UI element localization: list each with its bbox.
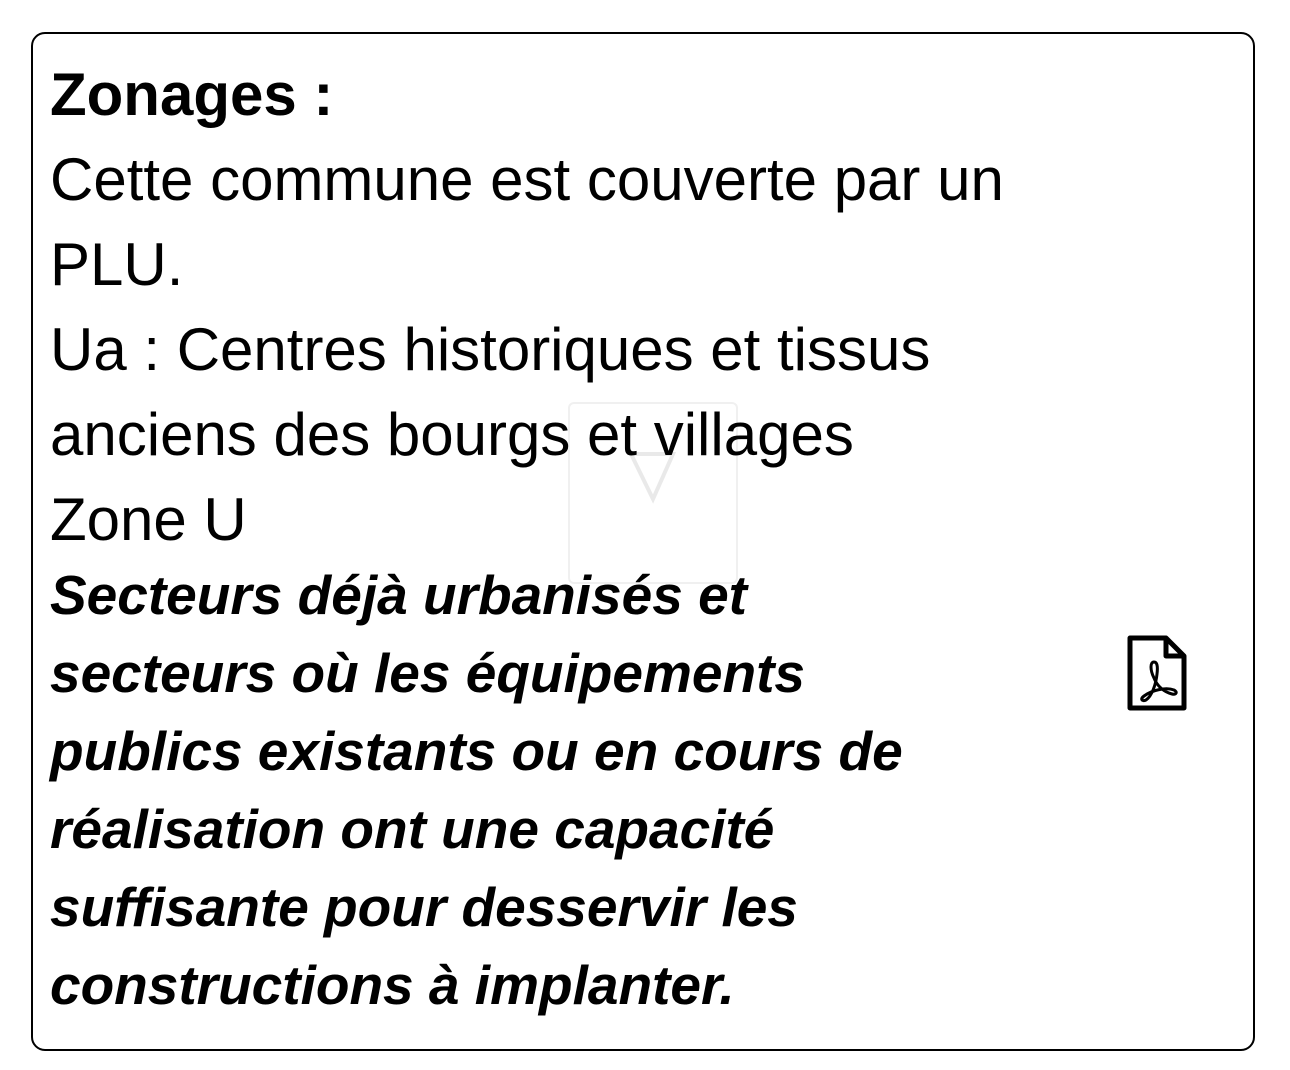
zone-description-line: secteurs où les équipements — [50, 642, 805, 704]
coverage-text: Cette commune est couverte par un — [50, 146, 1004, 213]
zone-description-line: suffisante pour desservir les — [50, 876, 798, 938]
section-title: Zonages : — [50, 61, 334, 128]
zone-code-label-continued: anciens des bourgs et villages — [50, 401, 854, 468]
zone-description-line: Secteurs déjà urbanisés et — [50, 564, 747, 626]
pdf-file-icon[interactable] — [1126, 634, 1188, 712]
zone-type-label: Zone U — [50, 486, 247, 553]
zone-description-line: publics existants ou en cours de — [50, 720, 903, 782]
zone-code-label: Ua : Centres historiques et tissus — [50, 316, 931, 383]
zone-description — [50, 556, 1030, 1024]
zone-description-line: réalisation ont une capacité — [50, 798, 775, 860]
zonage-info-card — [31, 32, 1255, 1051]
coverage-text-continued: PLU. — [50, 231, 184, 298]
zone-description-line: constructions à implanter. — [50, 954, 735, 1016]
zonage-content — [50, 56, 1190, 1024]
